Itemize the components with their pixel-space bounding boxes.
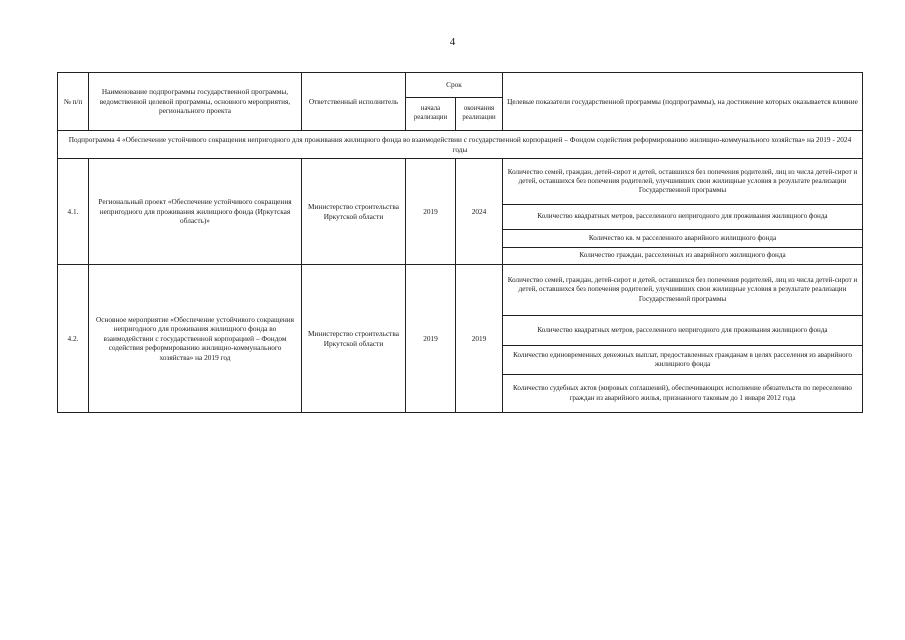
header-start: начала реализации <box>406 98 456 131</box>
program-table <box>57 72 863 413</box>
table-row <box>58 159 863 205</box>
page-number: 4 <box>449 36 456 48</box>
indicator-cell: Количество семей, граждан, детей-сирот и детей, оставшихся без попечения родителей, лиц из числа детей-сирот и детей, оставшихся без попечения родителей, улучшивших свои жилищные условия в результате реализации Государственной программы <box>503 159 863 205</box>
row-end: 2019 <box>456 265 503 413</box>
indicator-cell: Количество граждан, расселенных из аварийного жилищного фонда <box>503 248 863 265</box>
row-end: 2024 <box>456 159 503 265</box>
row-executor: Министерство строительства Иркутской области <box>302 265 406 413</box>
header-term: Срок <box>406 73 503 98</box>
indicator-cell: Количество кв. м расселенного аварийного жилищного фонда <box>503 230 863 248</box>
header-num: № п/п <box>58 73 89 131</box>
row-executor: Министерство строительства Иркутской области <box>302 159 406 265</box>
subprogram-title: Подпрограмма 4 «Обеспечение устойчивого сокращения непригодного для проживания жилищного фонда во взаимодействии с государственной корпорацией – Фондом содействия реформированию жилищно-коммунального хозяйства» на 2019 - 2024 годы <box>58 131 863 159</box>
indicator-cell: Количество семей, граждан, детей-сирот и детей, оставшихся без попечения родителей, лиц из числа детей-сирот и детей, оставшихся без попечения родителей, улучшивших свои жилищные условия в результате реализации Государственной программы <box>503 265 863 316</box>
row-num: 4.2. <box>58 265 89 413</box>
indicator-cell: Количество квадратных метров, расселенного непригодного для проживания жилищного фонда <box>503 316 863 346</box>
header-name: Наименование подпрограммы государственной программы, ведомственной целевой программы, основного мероприятия, регионального проекта <box>89 73 302 131</box>
table-row <box>58 265 863 316</box>
header-end: окончания реализации <box>456 98 503 131</box>
header-indicators: Целевые показатели государственной программы (подпрограммы), на достижение которых оказывается влияние <box>503 73 863 131</box>
header-executor: Ответственный исполнитель <box>302 73 406 131</box>
indicator-cell: Количество квадратных метров, расселенного непригодного для проживания жилищного фонда <box>503 205 863 230</box>
subprogram-row <box>58 131 863 159</box>
row-name: Региональный проект «Обеспечение устойчивого сокращения непригодного для проживания жилищного фонда (Иркутская область)» <box>89 159 302 265</box>
row-name: Основное мероприятие «Обеспечение устойчивого сокращения непригодного для проживания жилищного фонда во взаимодействии с государственной корпорацией – Фондом содействия реформированию жилищно-коммунального хозяйства» на 2019 год <box>89 265 302 413</box>
indicator-cell: Количество судебных актов (мировых соглашений), обеспечивающих исполнение обязательств по переселению граждан из аварийного жилья, признанного таковым до 1 января 2012 года <box>503 375 863 413</box>
row-start: 2019 <box>406 159 456 265</box>
header-row <box>58 73 863 98</box>
row-start: 2019 <box>406 265 456 413</box>
indicator-cell: Количество единовременных денежных выплат, предоставленных гражданам в целях расселения из аварийного жилищного фонда <box>503 346 863 375</box>
row-num: 4.1. <box>58 159 89 265</box>
